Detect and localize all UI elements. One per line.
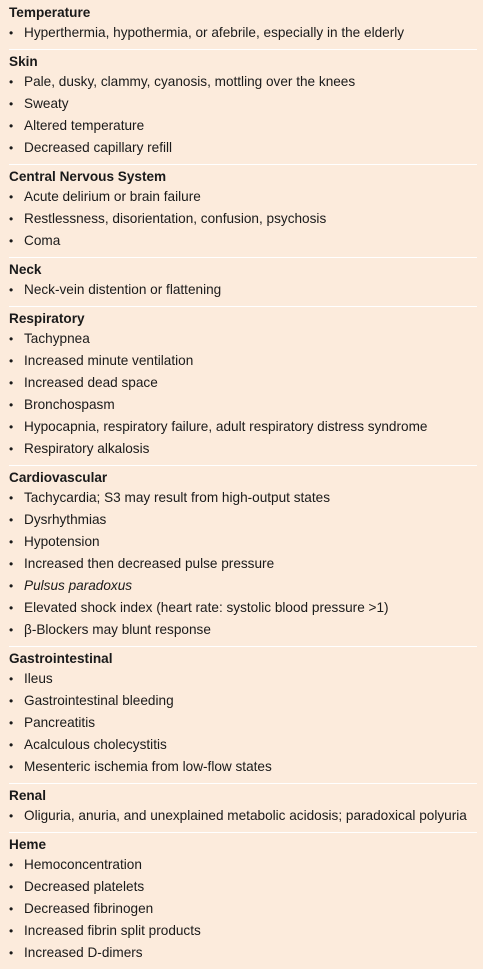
bullet-icon: • (9, 190, 14, 204)
list-item (9, 876, 477, 898)
section-cardiovascular (9, 466, 477, 647)
list-item (9, 279, 477, 301)
bullet-icon: • (9, 75, 14, 89)
section-temperature (9, 1, 477, 50)
section-heading: Heme (9, 837, 47, 852)
bullet-icon: • (9, 738, 14, 752)
list-item (9, 22, 477, 44)
list-item (9, 619, 477, 641)
section-respiratory (9, 307, 477, 466)
bullet-icon: • (9, 119, 14, 133)
list-item-text: Coma (24, 233, 61, 248)
list-item-text: Acute delirium or brain failure (24, 189, 201, 204)
bullet-list (9, 328, 477, 460)
bullet-list (9, 487, 477, 641)
list-item (9, 920, 477, 942)
bullet-icon: • (9, 716, 14, 730)
list-item-text: Sweaty (24, 96, 69, 111)
list-item (9, 854, 477, 876)
list-item-text: Dysrhythmias (24, 512, 107, 527)
list-item-text: Decreased platelets (24, 879, 145, 894)
list-item (9, 137, 477, 159)
list-item (9, 805, 477, 827)
list-item (9, 509, 477, 531)
list-item-text: Restlessness, disorientation, confusion, psychosis (24, 211, 327, 226)
section-heading: Renal (9, 788, 47, 803)
section-heading: Cardiovascular (9, 470, 108, 485)
bullet-icon: • (9, 398, 14, 412)
list-item (9, 487, 477, 509)
list-item-text: Elevated shock index (heart rate: systolic blood pressure >1) (24, 600, 389, 615)
bullet-icon: • (9, 760, 14, 774)
bullet-icon: • (9, 442, 14, 456)
bullet-list (9, 854, 477, 964)
bullet-icon: • (9, 880, 14, 894)
list-item-text: Mesenteric ischemia from low-flow states (24, 759, 272, 774)
bullet-icon: • (9, 858, 14, 872)
list-item (9, 575, 477, 597)
list-item-text: Acalculous cholecystitis (24, 737, 167, 752)
list-item-text: Oliguria, anuria, and unexplained metabolic acidosis; paradoxical polyuria (24, 808, 467, 823)
list-item (9, 71, 477, 93)
bullet-icon: • (9, 809, 14, 823)
list-item (9, 712, 477, 734)
bullet-icon: • (9, 535, 14, 549)
bullet-icon: • (9, 26, 14, 40)
list-item (9, 230, 477, 252)
list-item-text: Increased dead space (24, 375, 158, 390)
list-item-text: Increased then decreased pulse pressure (24, 556, 275, 571)
list-item-text: Tachypnea (24, 331, 90, 346)
bullet-icon: • (9, 141, 14, 155)
bullet-icon: • (9, 513, 14, 527)
list-item-text: Hypotension (24, 534, 100, 549)
list-item (9, 531, 477, 553)
list-item-text: β-Blockers may blunt response (24, 622, 211, 637)
section-heading: Gastrointestinal (9, 651, 113, 666)
bullet-icon: • (9, 283, 14, 297)
list-item-text: Hypocapnia, respiratory failure, adult respiratory distress syndrome (24, 419, 428, 434)
section-neck (9, 258, 477, 307)
list-item (9, 553, 477, 575)
bullet-list (9, 805, 477, 827)
list-item-text: Ileus (24, 671, 53, 686)
bullet-icon: • (9, 212, 14, 226)
list-item-text: Decreased capillary refill (24, 140, 173, 155)
list-item (9, 942, 477, 964)
list-item-text: Increased minute ventilation (24, 353, 194, 368)
bullet-icon: • (9, 97, 14, 111)
list-item-text: Pulsus paradoxus (24, 578, 133, 593)
bullet-list (9, 668, 477, 778)
list-item-text: Altered temperature (24, 118, 145, 133)
list-item (9, 93, 477, 115)
bullet-icon: • (9, 623, 14, 637)
list-item-text: Gastrointestinal bleeding (24, 693, 174, 708)
list-item (9, 115, 477, 137)
list-item-text: Hyperthermia, hypothermia, or afebrile, especially in the elderly (24, 25, 405, 40)
bullet-icon: • (9, 420, 14, 434)
list-item-text: Increased D-dimers (24, 945, 143, 960)
list-item (9, 350, 477, 372)
section-renal (9, 784, 477, 833)
list-item (9, 438, 477, 460)
bullet-icon: • (9, 557, 14, 571)
list-item (9, 898, 477, 920)
list-item-text: Increased fibrin split products (24, 923, 201, 938)
bullet-icon: • (9, 924, 14, 938)
bullet-icon: • (9, 601, 14, 615)
list-item (9, 734, 477, 756)
list-item-text: Hemoconcentration (24, 857, 142, 872)
bullet-icon: • (9, 902, 14, 916)
section-skin (9, 50, 477, 165)
list-item (9, 394, 477, 416)
list-item (9, 690, 477, 712)
list-item (9, 372, 477, 394)
section-gastrointestinal (9, 647, 477, 784)
list-item-text: Respiratory alkalosis (24, 441, 150, 456)
list-item-text: Bronchospasm (24, 397, 115, 412)
bullet-icon: • (9, 234, 14, 248)
bullet-list (9, 22, 477, 44)
section-heading: Skin (9, 54, 38, 69)
bullet-icon: • (9, 579, 14, 593)
bullet-icon: • (9, 672, 14, 686)
list-item (9, 186, 477, 208)
bullet-list (9, 279, 477, 301)
section-heading: Central Nervous System (9, 169, 167, 184)
bullet-icon: • (9, 354, 14, 368)
bullet-list (9, 71, 477, 159)
list-item (9, 756, 477, 778)
bullet-icon: • (9, 694, 14, 708)
section-heading: Respiratory (9, 311, 85, 326)
bullet-icon: • (9, 946, 14, 960)
list-item-text: Tachycardia; S3 may result from high-output states (24, 490, 330, 505)
section-heme (9, 833, 477, 969)
bullet-icon: • (9, 376, 14, 390)
list-item-text: Neck-vein distention or flattening (24, 282, 222, 297)
list-item (9, 416, 477, 438)
list-item (9, 597, 477, 619)
section-heading: Temperature (9, 5, 91, 20)
list-item-text: Decreased fibrinogen (24, 901, 154, 916)
bullet-icon: • (9, 491, 14, 505)
section-central-nervous-system (9, 165, 477, 258)
list-item-text: Pancreatitis (24, 715, 96, 730)
list-item-text: Pale, dusky, clammy, cyanosis, mottling over the knees (24, 74, 356, 89)
bullet-icon: • (9, 332, 14, 346)
list-item (9, 668, 477, 690)
section-heading: Neck (9, 262, 42, 277)
list-item (9, 208, 477, 230)
bullet-list (9, 186, 477, 252)
list-item (9, 328, 477, 350)
